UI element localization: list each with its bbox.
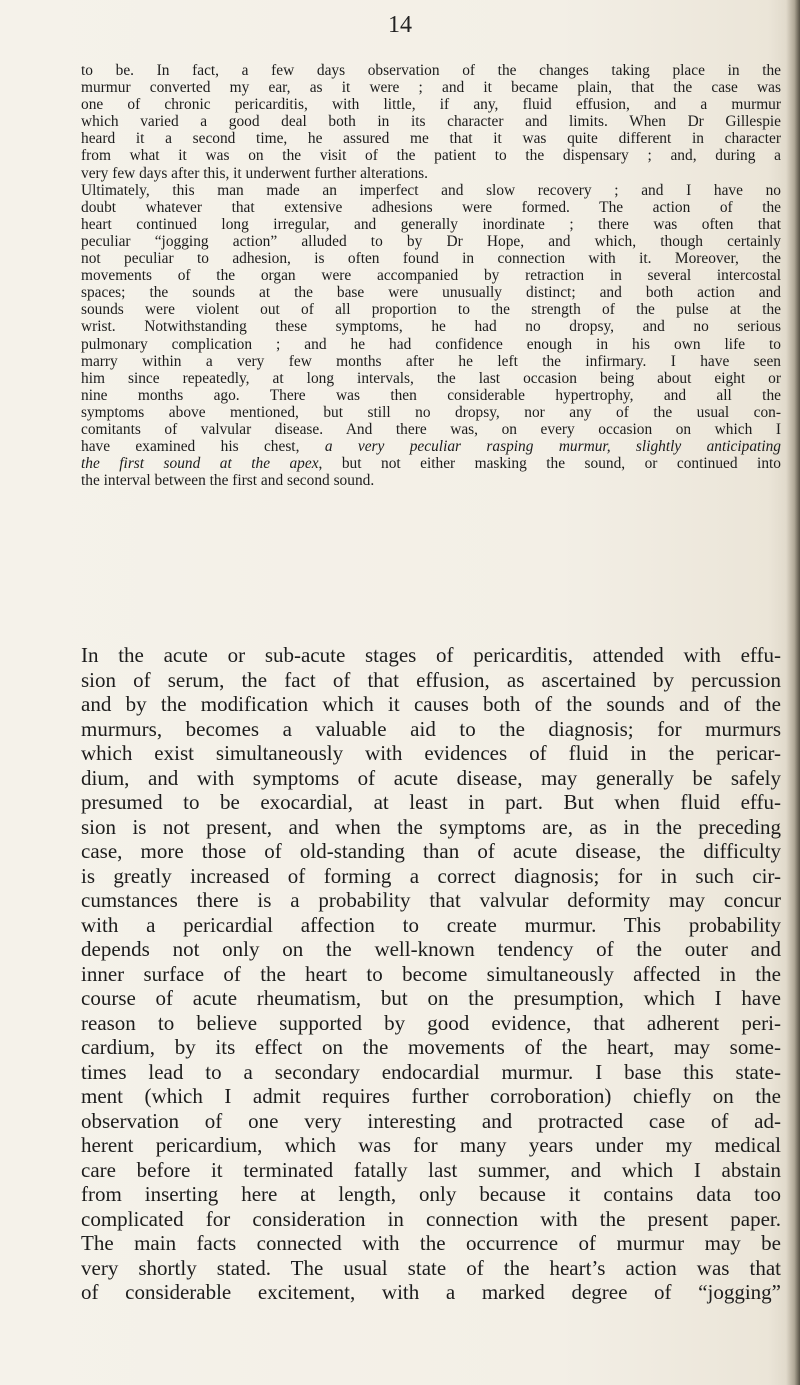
text-line: is greatly increased of forming a correct diagnosis; for in such cir- — [81, 863, 781, 888]
text-line-with-emphasis — [81, 438, 781, 455]
text-line: pulmonary complication ; and he had confidence enough in his own life to — [81, 335, 781, 353]
text-run: have examined his chest, — [81, 438, 325, 456]
text-line: murmurs, becomes a valuable aid to the diagnosis; for murmurs — [81, 716, 781, 741]
text-line: to be. In fact, a few days observation of the changes taking place in the — [81, 62, 781, 79]
text-line: inner surface of the heart to become simultaneously affected in the — [81, 961, 781, 986]
text-line: case, more those of old-standing than of acute disease, the difficulty — [81, 839, 781, 863]
text-line: murmur converted my ear, as it were ; and it became plain, that the case was — [81, 79, 781, 97]
text-run: , but not either masking the sound, or continued into — [318, 455, 781, 473]
text-line: complicated for consideration in connection with the present paper. — [81, 1206, 781, 1231]
small-print-paragraph — [81, 62, 781, 489]
text-line: which exist simultaneously with evidences of fluid in the pericar- — [81, 741, 781, 765]
text-line: with a pericardial affection to create murmur. This probability — [81, 912, 781, 937]
text-line: marry within a very few months after he left the infirmary. I have seen — [81, 352, 781, 370]
emphasized-text: the first sound at the apex — [81, 455, 319, 473]
text-line: of considerable excitement, with a marked degree of “jogging” — [81, 1280, 781, 1304]
text-line: him since repeatedly, at long intervals, the last occasion being about eight or — [81, 369, 781, 387]
text-line: cardium, by its effect on the movements of the heart, may some- — [81, 1035, 781, 1059]
text-line: care before it terminated fatally last summer, and which I abstain — [81, 1157, 781, 1182]
text-line: the interval between the first and second sound. — [81, 472, 375, 490]
text-line: one of chronic pericarditis, with little, if any, fluid effusion, and a murmur — [81, 96, 781, 114]
text-line: heard it a second time, he assured me that it was quite different in character — [81, 130, 781, 148]
text-line: very shortly stated. The usual state of the heart’s action was that — [81, 1255, 781, 1280]
text-line: presumed to be exocardial, at least in part. But when fluid effu- — [81, 790, 781, 814]
text-line: course of acute rheumatism, but on the presumption, which I have — [81, 986, 781, 1010]
text-line: and by the modification which it causes both of the sounds and of the — [81, 692, 781, 716]
text-line: reason to believe supported by good evidence, that adherent peri- — [81, 1010, 781, 1035]
text-line: comitants of valvular disease. And there was, on every occasion on which I — [81, 420, 781, 438]
large-print-paragraph — [81, 643, 781, 1305]
text-line: dium, and with symptoms of acute disease, may generally be safely — [81, 765, 781, 790]
text-line: times lead to a secondary endocardial murmur. I base this state- — [81, 1059, 781, 1084]
text-line: not peculiar to adhesion, is often found in connection with it. Moreover, the — [81, 250, 781, 268]
emphasized-text: a very peculiar rasping murmur, slightly anticipating — [324, 438, 781, 456]
text-line: wrist. Notwithstanding these symptoms, he had no dropsy, and no serious — [81, 318, 781, 336]
page-number: 14 — [388, 12, 412, 38]
text-line: The main facts connected with the occurrence of murmur may be — [81, 1231, 781, 1255]
text-line: sion of serum, the fact of that effusion, as ascertained by percussion — [81, 667, 781, 692]
text-line: sounds were violent out of all proportion to the strength of the pulse at the — [81, 301, 781, 319]
text-line: doubt whatever that extensive adhesions were formed. The action of the — [81, 198, 781, 216]
text-line-with-emphasis — [81, 455, 781, 472]
page-edge-shadow — [786, 0, 800, 1385]
text-line: herent pericardium, which was for many years under my medical — [81, 1133, 781, 1157]
text-line: which varied a good deal both in its character and limits. When Dr Gillespie — [81, 113, 781, 131]
text-line: ment (which I admit requires further corroboration) chiefly on the — [81, 1084, 781, 1108]
text-line: observation of one very interesting and protracted case of ad- — [81, 1108, 781, 1133]
text-line: movements of the organ were accompanied by retraction in several intercostal — [81, 267, 781, 285]
text-line: depends not only on the well-known tendency of the outer and — [81, 937, 781, 961]
text-line: peculiar “jogging action” alluded to by Dr Hope, and which, though certainly — [81, 232, 781, 250]
text-line: cumstances there is a probability that valvular deformity may concur — [81, 888, 781, 912]
text-line: nine months ago. There was then considerable hypertrophy, and all the — [81, 386, 781, 404]
text-line: from inserting here at length, only because it contains data too — [81, 1182, 781, 1206]
text-line: spaces; the sounds at the base were unusually distinct; and both action and — [81, 284, 781, 302]
text-line: sion is not present, and when the symptoms are, as in the preceding — [81, 814, 781, 839]
text-line: from what it was on the visit of the patient to the dispensary ; and, during a — [81, 147, 781, 165]
text-line: symptoms above mentioned, but still no dropsy, nor any of the usual con- — [81, 403, 781, 421]
text-line: In the acute or sub-acute stages of pericarditis, attended with effu- — [81, 643, 781, 667]
text-line: Ultimately, this man made an imperfect and slow recovery ; and I have no — [81, 181, 781, 199]
text-line: heart continued long irregular, and generally inordinate ; there was often that — [81, 215, 781, 233]
text-line: very few days after this, it underwent further alterations. — [81, 164, 429, 182]
